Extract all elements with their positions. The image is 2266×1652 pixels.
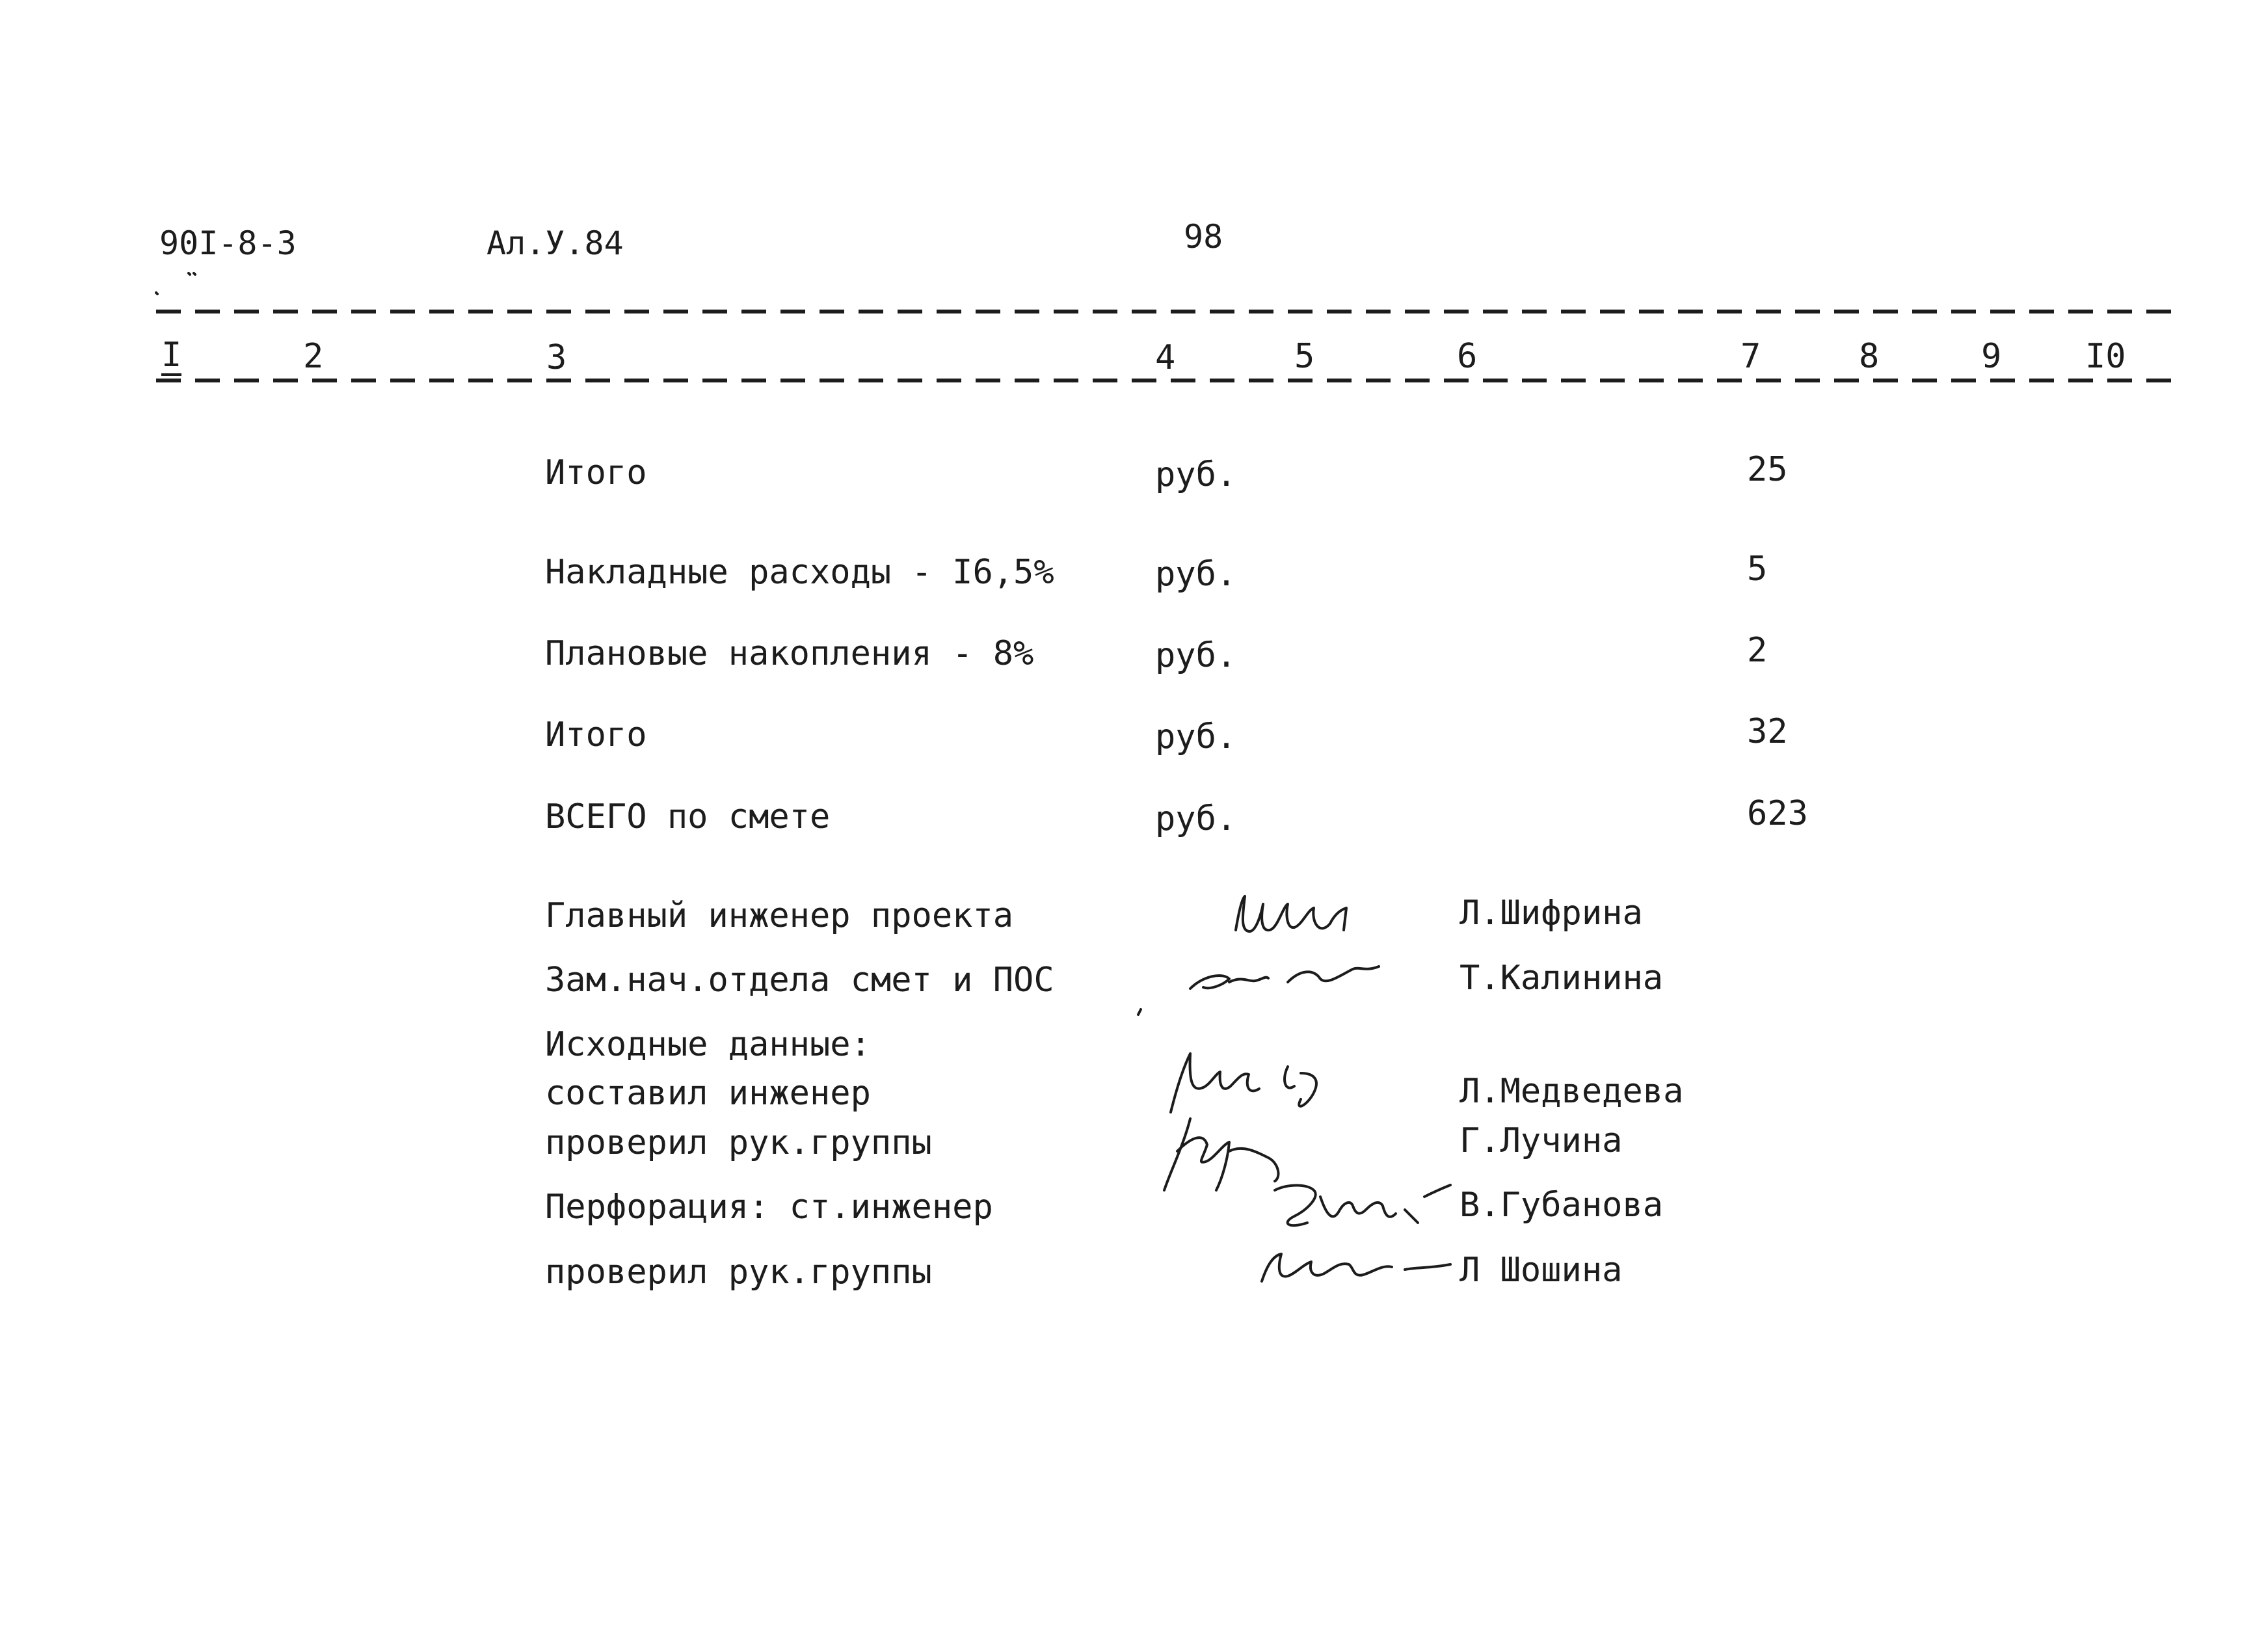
name-chief-engineer: Л.Шифрина (1460, 894, 1643, 933)
role-chief-engineer: Главный инженер проекта (545, 896, 1014, 935)
row-label: Итого (545, 453, 647, 492)
name-compiled-by: Л.Медведева (1460, 1072, 1684, 1111)
role-compiled-by: составил инженер (545, 1074, 871, 1113)
column-number: 2 (303, 337, 324, 376)
row-value: 2 (1747, 631, 1768, 670)
row-label: ВСЕГО по смете (545, 797, 831, 836)
column-number: I0 (2085, 337, 2126, 376)
page-number: 98 (1184, 218, 1223, 256)
name-checked-by: Г.Лучина (1460, 1121, 1623, 1160)
row-value: 623 (1747, 794, 1808, 833)
column-number: 7 (1740, 337, 1761, 376)
row-unit: руб. (1155, 717, 1237, 756)
column-number: I (161, 336, 182, 375)
column-number: 5 (1294, 337, 1315, 376)
stray-marks (150, 267, 202, 306)
name-deputy-head: Т.Калинина (1460, 959, 1664, 998)
name-perforation-checked: Л Шошина (1460, 1251, 1623, 1290)
name-perforation: В.Губанова (1460, 1186, 1664, 1225)
column-number: 8 (1859, 337, 1880, 376)
role-checked-by: проверил рук.группы (545, 1123, 932, 1162)
header-bottom-rule (156, 379, 2179, 382)
signature-perforation-checked (1249, 1236, 1457, 1294)
row-value: 5 (1747, 550, 1768, 589)
signature-deputy-head (1184, 950, 1392, 1008)
signature-perforation (1262, 1171, 1457, 1242)
role-perforation-checked: проверил рук.группы (545, 1253, 932, 1292)
header-top-rule (156, 310, 2179, 313)
row-unit: руб. (1155, 555, 1237, 594)
stray-mark (1132, 995, 1151, 1021)
row-value: 25 (1747, 450, 1788, 489)
row-label: Накладные расходы - I6,5% (545, 553, 1054, 592)
album-code: Ал.У.84 (487, 224, 624, 262)
row-unit: руб. (1155, 799, 1237, 838)
column-number: 3 (546, 338, 567, 377)
column-number: 4 (1155, 338, 1176, 377)
signature-chief-engineer (1223, 885, 1379, 956)
column-number: 9 (1981, 337, 2002, 376)
row-label: Плановые накопления - 8% (545, 634, 1034, 673)
row-unit: руб. (1155, 636, 1237, 675)
row-unit: руб. (1155, 455, 1237, 494)
role-deputy-head: Зам.нач.отдела смет и ПОС (545, 961, 1054, 1000)
document-code: 90I-8-3 (159, 224, 297, 262)
row-label: Итого (545, 715, 647, 754)
row-value: 32 (1747, 712, 1788, 751)
source-data-heading: Исходные данные: (545, 1025, 871, 1064)
column-number: 6 (1457, 337, 1478, 376)
role-perforation: Перфорация: ст.инженер (545, 1188, 993, 1227)
